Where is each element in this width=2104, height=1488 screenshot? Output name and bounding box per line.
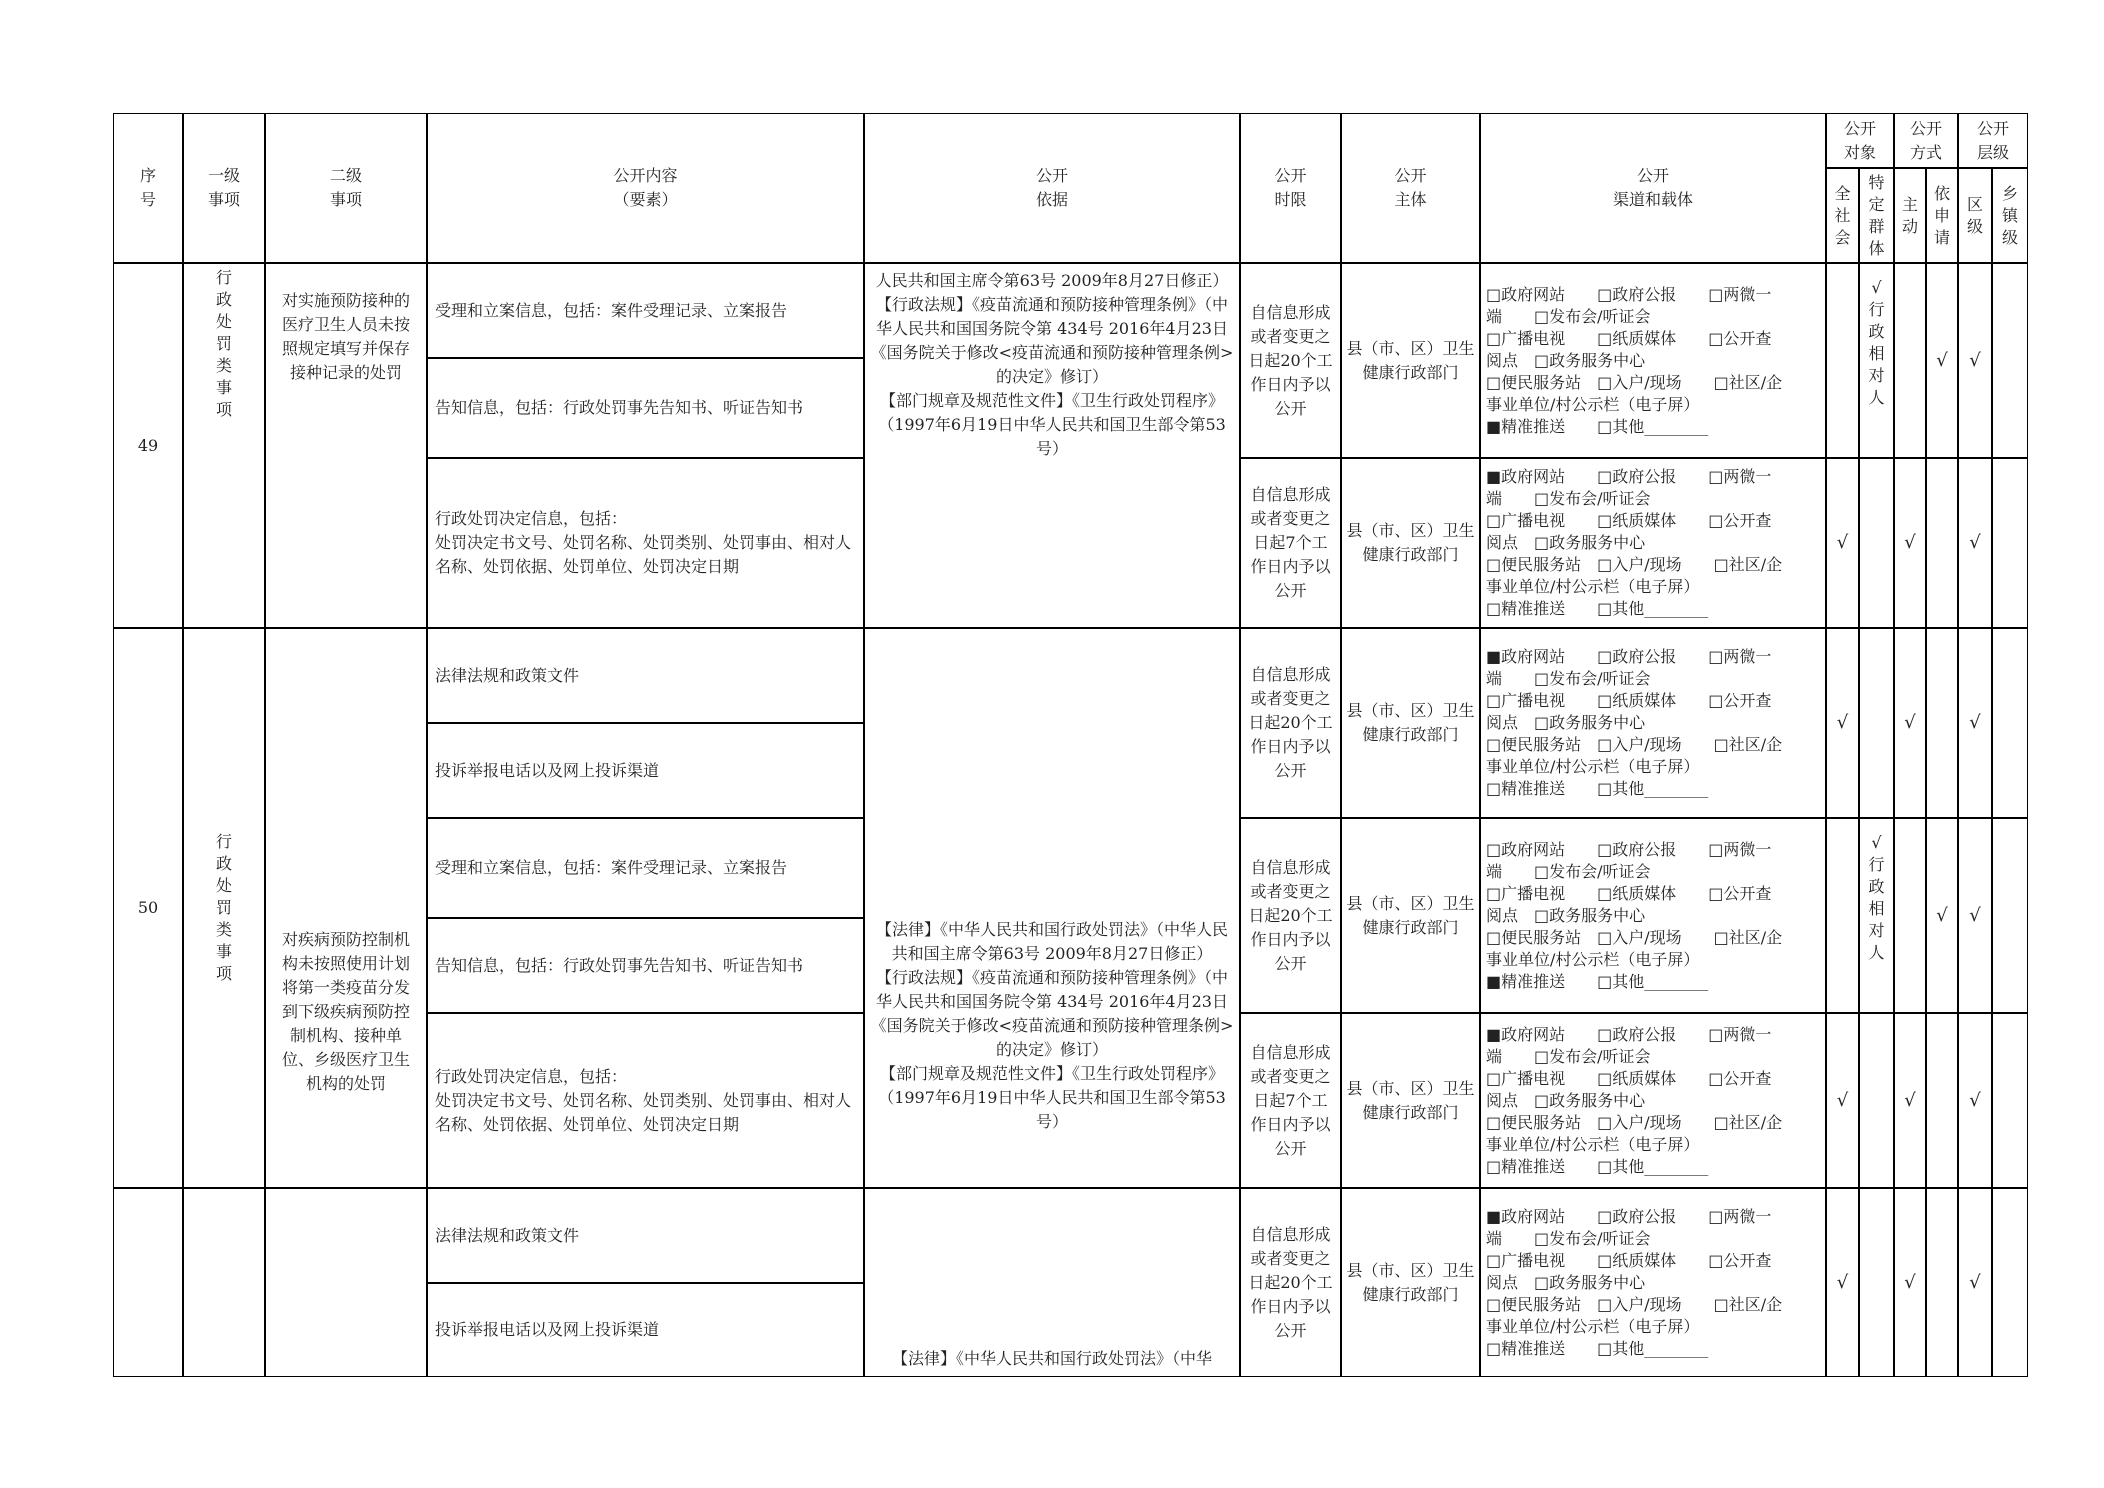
row-0-group-1-channel-line: □广播电视 □纸质媒体 □公开查 [1486, 511, 1772, 530]
row-1-group-1-channel-line: 阅点 □政务服务中心 [1486, 905, 1646, 925]
row-1-group-1-level-district-check: √ [1969, 904, 1981, 926]
row-2-group-0-mode-active-check: √ [1904, 1271, 1916, 1293]
row-0-group-1-channel-line: 阅点 □政务服务中心 [1486, 533, 1646, 552]
row-1-group-2-mode-request-cell [1926, 1013, 1958, 1188]
row-1-group-0-target-specific-cell [1859, 628, 1894, 818]
row-2-group-0-channel-line: 阅点 □政务服务中心 [1486, 1272, 1646, 1292]
row-1-group-1-target-specific [1859, 818, 1894, 1013]
row-0-group-1-channel-line: ■政府网站 □政府公报 □两微一 [1486, 467, 1772, 486]
row-1-seq: 50 [137, 898, 159, 917]
row-1-group-0-level-district-check: √ [1969, 712, 1981, 733]
header-mode-request-text: 依申请 [1933, 183, 1950, 247]
row-0-group-1-subject: 县（市、区）卫生健康行政部门 [1346, 521, 1475, 564]
row-0-content-1: 告知信息，包括：行政处罚事先告知书、听证告知书 [435, 398, 804, 417]
row-1-group-2-channel-line: 端 □发布会/听证会 [1486, 1046, 1651, 1066]
row-0-group-1-level-township-cell [1992, 458, 2028, 628]
row-1-group-1-mode-request-check: √ [1936, 904, 1948, 926]
row-0-group-0-target-all-cell [1826, 263, 1859, 458]
row-1-group-1-channel-line: 事业单位/村公示栏（电子屏） [1486, 949, 1700, 969]
header-time: 公开 时限 [1274, 166, 1307, 209]
row-1-group-2-channel-line: 阅点 □政务服务中心 [1486, 1090, 1646, 1110]
row-1-group-2-target-specific-cell [1859, 1013, 1894, 1188]
row-0-group-0-target-specific [1859, 263, 1894, 458]
row-0-seq: 49 [137, 435, 159, 455]
row-0-group-1-channel-line: □精准推送 □其他________ [1486, 599, 1709, 618]
row-1-group-2-channel-line: ■政府网站 □政府公报 □两微一 [1486, 1024, 1772, 1044]
row-0-group-1-channel-line: □便民服务站 □入户/现场 □社区/企 [1486, 555, 1783, 574]
row-1-group-2-time: 自信息形成或者变更之日起7个工作日内予以公开 [1250, 1042, 1331, 1158]
row-0-group-0-level-district-check: √ [1969, 349, 1981, 371]
row-0-group-1-channel-list [1480, 458, 1826, 628]
row-2-basis: 【法律】《中华人民共和国行政处罚法》（中华 [891, 1349, 1212, 1368]
row-1-group-1-channel-line: ■精准推送 □其他________ [1486, 971, 1709, 991]
row-1-group-0-channel-line: □精准推送 □其他________ [1486, 779, 1709, 798]
row-1-group-2-level-district-check: √ [1969, 1089, 1981, 1111]
header-mode-active-text: 主动 [1901, 194, 1918, 236]
row-1-group-0-channel-line: 事业单位/村公示栏（电子屏） [1486, 757, 1700, 776]
row-2-group-0-channel-line: □便民服务站 □入户/现场 □社区/企 [1486, 1294, 1783, 1314]
row-0-group-1-mode-request-cell [1926, 458, 1958, 628]
row-0-group-0-channel-line: □便民服务站 □入户/现场 □社区/企 [1486, 372, 1783, 392]
row-0-group-0-channel-line: □广播电视 □纸质媒体 □公开查 [1486, 328, 1772, 348]
row-0-level1 [183, 263, 265, 628]
header-level: 公开 层级 [1976, 118, 2009, 162]
row-1-level1 [183, 628, 265, 1188]
row-1-content-2: 受理和立案信息，包括：案件受理记录、立案报告 [435, 858, 788, 877]
header-target-specific-text: 特定群体 [1868, 172, 1885, 258]
header-target-specific [1859, 168, 1894, 263]
row-0-group-0-channel-line: 端 □发布会/听证会 [1486, 306, 1651, 326]
row-1-group-1-mode-active-cell [1894, 818, 1926, 1013]
row-0-group-1-time: 自信息形成或者变更之日起7个工作日内予以公开 [1250, 485, 1331, 600]
row-0-group-0-level-township-cell [1992, 263, 2028, 458]
row-2-group-0-channel-line: □广播电视 □纸质媒体 □公开查 [1486, 1250, 1772, 1270]
row-1-group-0-channel-line: ■政府网站 □政府公报 □两微一 [1486, 647, 1772, 666]
row-1-group-1-channel-line: □政府网站 □政府公报 □两微一 [1486, 839, 1772, 859]
row-1-group-1-subject: 县（市、区）卫生健康行政部门 [1346, 893, 1475, 937]
row-2-group-0-level-district-check: √ [1969, 1271, 1981, 1293]
row-1-group-2-channel-line: 事业单位/村公示栏（电子屏） [1486, 1134, 1700, 1154]
row-1-group-1-channel-list [1480, 818, 1826, 1013]
row-1-group-0-level-township-cell [1992, 628, 2028, 818]
row-0-group-1-mode-active-check: √ [1904, 532, 1916, 553]
row-0-group-0-mode-request-check: √ [1936, 349, 1948, 371]
row-1-group-1-target-all-cell [1826, 818, 1859, 1013]
row-2-group-0-channel-line: 端 □发布会/听证会 [1486, 1228, 1651, 1248]
header-mode-active [1894, 168, 1926, 263]
row-1-group-1-channel-line: 端 □发布会/听证会 [1486, 861, 1651, 881]
row-0-group-0-target-specific-text: √行政相对人 [1868, 278, 1885, 407]
disclosure-table [113, 113, 2028, 1377]
row-1-group-2-level-township-cell [1992, 1013, 2028, 1188]
row-0-group-1-target-all-check: √ [1836, 532, 1849, 553]
row-1-group-1-level-township-cell [1992, 818, 2028, 1013]
row-0-content-2: 行政处罚决定信息，包括： 处罚决定书文号、处罚名称、处罚类别、处罚事由、相对人名称、处罚依据、处罚单位、处罚决定日期 [435, 509, 852, 576]
row-0-group-0-channel-line: ■精准推送 □其他________ [1486, 416, 1709, 436]
row-0-group-0-time: 自信息形成或者变更之日起20个工作日内予以公开 [1248, 302, 1333, 418]
row-2-group-0-mode-request-cell [1926, 1188, 1958, 1377]
row-2-content-0: 法律法规和政策文件 [435, 1225, 580, 1245]
row-1-group-0-target-all-check: √ [1836, 712, 1849, 733]
header-level-district-text: 区级 [1966, 194, 1983, 236]
row-1-content-0: 法律法规和政策文件 [435, 665, 580, 685]
header-level-district [1958, 168, 1992, 263]
row-0-group-0-subject: 县（市、区）卫生健康行政部门 [1346, 338, 1475, 382]
row-2-group-0-channel-list [1480, 1188, 1826, 1377]
row-2-group-0-time: 自信息形成或者变更之日起20个工作日内予以公开 [1248, 1224, 1333, 1340]
header-content: 公开内容 （要素） [613, 166, 678, 209]
row-1-group-1-target-specific-text: √行政相对人 [1868, 833, 1885, 962]
row-1-group-1-channel-line: □广播电视 □纸质媒体 □公开查 [1486, 883, 1772, 903]
row-0-group-1-channel-line: 端 □发布会/听证会 [1486, 489, 1651, 508]
row-1-content-3: 告知信息，包括：行政处罚事先告知书、听证告知书 [435, 955, 804, 975]
row-0-group-1-channel-line: 事业单位/村公示栏（电子屏） [1486, 577, 1700, 596]
header-mode-request [1926, 168, 1958, 263]
row-1-group-0-mode-request-cell [1926, 628, 1958, 818]
row-2-group-0-channel-line: 事业单位/村公示栏（电子屏） [1486, 1316, 1700, 1336]
row-2-group-0-channel-line: □精准推送 □其他________ [1486, 1338, 1709, 1358]
row-2-group-0-target-all-check: √ [1836, 1271, 1849, 1293]
row-0-group-1-level-district-check: √ [1969, 532, 1981, 553]
row-1-group-1-channel-line: □便民服务站 □入户/现场 □社区/企 [1486, 927, 1783, 947]
row-1-group-0-time: 自信息形成或者变更之日起20个工作日内予以公开 [1248, 665, 1333, 780]
row-1-level2: 对疾病预防控制机构未按照使用计划将第一类疫苗分发到下级疾病预防控制机构、接种单位、乡级医疗卫生机构的处罚 [281, 930, 410, 1093]
row-1-group-2-subject: 县（市、区）卫生健康行政部门 [1346, 1078, 1475, 1122]
row-0-group-0-mode-active-cell [1894, 263, 1926, 458]
row-1-group-0-channel-list [1480, 628, 1826, 818]
row-2-group-0-channel-line: ■政府网站 □政府公报 □两微一 [1486, 1206, 1772, 1226]
row-1-group-2-mode-active-check: √ [1904, 1089, 1916, 1111]
row-0-group-0-channel-list [1480, 263, 1826, 458]
header-target-all-text: 全社会 [1834, 183, 1851, 247]
header-mode: 公开 方式 [1909, 118, 1942, 162]
row-2-group-0-level-township-cell [1992, 1188, 2028, 1377]
row-2-group-0-target-specific-cell [1859, 1188, 1894, 1377]
row-0-basis: 人民共和国主席令第63号 2009年8月27日修正） 【行政法规】《疫苗流通和预防接种管理条例》（中华人民共和国国务院令第 434号 2016年4月23日《国务院关于修改<疫苗流通和预防接种管理条例>的决定》修订） 【部门规章及规范性文件】《卫生行政处罚程序》（1997年6月19日中华人民共和国卫生部令第53号） [870, 271, 1234, 458]
row-1-group-0-channel-line: 端 □发布会/听证会 [1486, 669, 1651, 688]
row-1-group-2-channel-line: □便民服务站 □入户/现场 □社区/企 [1486, 1112, 1783, 1132]
row-1-group-0-mode-active-check: √ [1904, 712, 1916, 733]
row-1-group-0-channel-line: □便民服务站 □入户/现场 □社区/企 [1486, 735, 1783, 754]
row-0-level2: 对实施预防接种的医疗卫生人员未按照规定填写并保存接种记录的处罚 [281, 291, 410, 382]
row-1-group-0-subject: 县（市、区）卫生健康行政部门 [1346, 701, 1475, 744]
row-1-group-1-time: 自信息形成或者变更之日起20个工作日内予以公开 [1248, 857, 1333, 973]
row-1-group-0-channel-line: 阅点 □政务服务中心 [1486, 713, 1646, 732]
header-seq: 序 号 [139, 166, 156, 209]
row-1-group-0-channel-line: □广播电视 □纸质媒体 □公开查 [1486, 691, 1772, 710]
row-0-group-0-channel-line: 阅点 □政务服务中心 [1486, 350, 1646, 370]
row-1-group-2-channel-line: □精准推送 □其他________ [1486, 1156, 1709, 1176]
header-target-all [1826, 168, 1859, 263]
row-2-seq-cell [113, 1188, 183, 1377]
header-target: 公开 对象 [1843, 118, 1876, 162]
header-basis: 公开 依据 [1035, 166, 1068, 209]
row-1-content-4: 行政处罚决定信息，包括： 处罚决定书文号、处罚名称、处罚类别、处罚事由、相对人名称、处罚依据、处罚单位、处罚决定日期 [435, 1066, 852, 1134]
header-channel: 公开 渠道和载体 [1612, 166, 1693, 209]
row-0-level1-text: 行政处罚类事项 [215, 268, 232, 419]
row-1-group-2-target-all-check: √ [1836, 1089, 1849, 1111]
header-level-township-text: 乡镇级 [2001, 183, 2018, 247]
row-1-level1-text: 行政处罚类事项 [215, 832, 232, 983]
row-1-group-2-channel-list [1480, 1013, 1826, 1188]
header-subject: 公开 主体 [1394, 166, 1427, 209]
row-2-level2-cell [265, 1188, 427, 1377]
row-0-group-1-target-specific-cell [1859, 458, 1894, 628]
row-2-level1-cell [183, 1188, 265, 1377]
header-level2: 二级 事项 [329, 166, 362, 209]
row-2-content-1: 投诉举报电话以及网上投诉渠道 [435, 1320, 660, 1339]
row-2-group-0-subject: 县（市、区）卫生健康行政部门 [1346, 1260, 1475, 1304]
row-0-group-0-channel-line: □政府网站 □政府公报 □两微一 [1486, 284, 1772, 304]
row-1-group-2-channel-line: □广播电视 □纸质媒体 □公开查 [1486, 1068, 1772, 1088]
header-level1: 一级 事项 [207, 166, 240, 209]
header-level-township [1992, 168, 2028, 263]
row-1-content-1: 投诉举报电话以及网上投诉渠道 [435, 760, 660, 780]
row-0-group-0-channel-line: 事业单位/村公示栏（电子屏） [1486, 394, 1700, 414]
row-1-basis: 【法律】《中华人民共和国行政处罚法》（中华人民共和国主席令第63号 2009年8月27日修正） 【行政法规】《疫苗流通和预防接种管理条例》（中华人民共和国国务院令第 434号 2016年4月23日《国务院关于修改<疫苗流通和预防接种管理条例>的决定》修订） 【部门规章及规范性文件】《卫生行政处罚程序》（1997年6月19日中华人民共和国卫生部令第53号） [870, 920, 1234, 1131]
row-0-content-0: 受理和立案信息，包括：案件受理记录、立案报告 [435, 300, 788, 320]
